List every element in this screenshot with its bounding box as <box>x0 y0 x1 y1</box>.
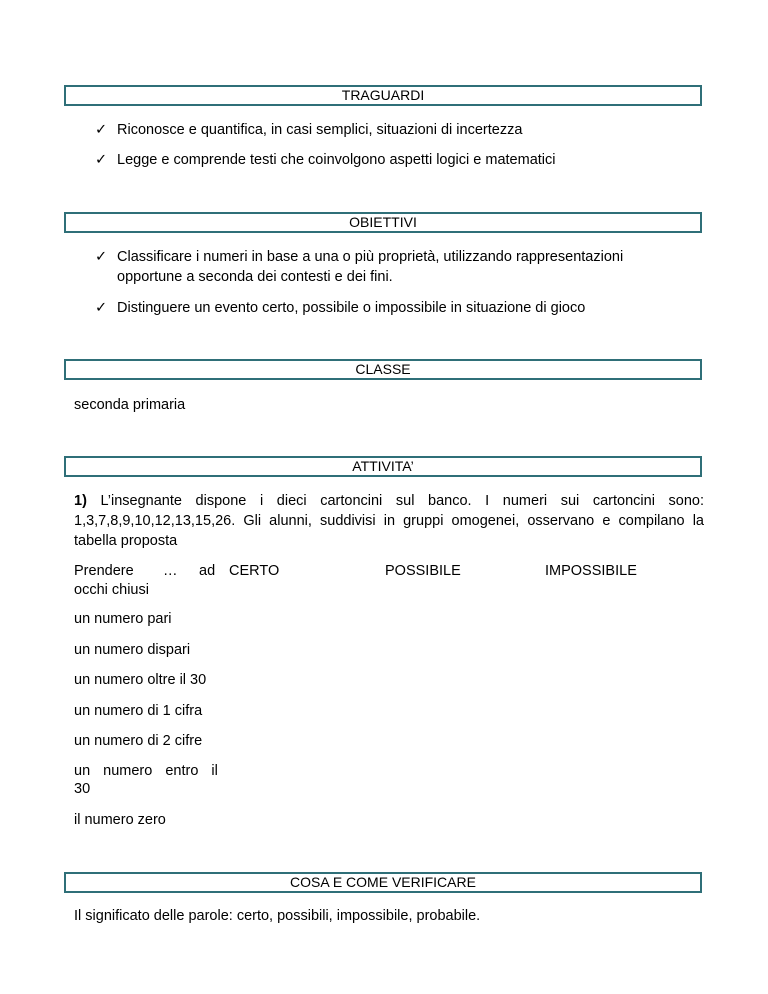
table-row: un numero di 2 cifre <box>74 733 203 749</box>
table-row: un numero dispari <box>74 642 191 658</box>
table-row: un numero pari <box>74 611 172 627</box>
traguardi-heading: TRAGUARDI <box>64 85 702 106</box>
verifica-text: Il significato delle parole: certo, possibili, impossibile, probabile. <box>74 908 481 924</box>
table-row: un numero entro il <box>74 763 218 779</box>
classe-text: seconda primaria <box>74 397 186 413</box>
checkmark-icon: ✓ <box>95 122 108 138</box>
attivita-paragraph <box>74 491 704 551</box>
table-row: il numero zero <box>74 812 166 828</box>
table-header-col1-word2: ad <box>199 563 216 579</box>
table-header-certo: CERTO <box>229 563 280 579</box>
verifica-heading: COSA E COME VERIFICARE <box>64 872 702 893</box>
traguardi-item-text: Legge e comprende testi che coinvolgono aspetti logici e matematici <box>117 152 556 168</box>
obiettivi-heading: OBIETTIVI <box>64 212 702 233</box>
table-header-impossibile: IMPOSSIBILE <box>545 563 637 579</box>
table-header-col1-ellipsis: … <box>163 563 178 579</box>
obiettivi-item-text: Classificare i numeri in base a una o più proprietà, utilizzando rappresentazioni opportune a seconda dei contesti e dei fini. <box>117 249 624 285</box>
activity-number: 1) <box>74 493 87 509</box>
checkmark-icon: ✓ <box>95 300 108 316</box>
obiettivi-item-text: Distinguere un evento certo, possibile o impossibile in situazione di gioco <box>117 300 586 316</box>
classe-heading: CLASSE <box>64 359 702 380</box>
activity-text: L’insegnante dispone i dieci cartoncini sul banco. I numeri sui cartoncini sono: 1,3,7,8,9,10,12,13,15,26. Gli alunni, suddivisi in gruppi omogenei, osservano e compilano la tabella proposta <box>74 493 704 549</box>
table-header-col1-word1: Prendere <box>74 563 134 579</box>
table-row: un numero oltre il 30 <box>74 672 207 688</box>
table-row: un numero di 1 cifra <box>74 703 203 719</box>
traguardi-item-text: Riconosce e quantifica, in casi semplici, situazioni di incertezza <box>117 122 523 138</box>
checkmark-icon: ✓ <box>95 152 108 168</box>
table-header-possibile: POSSIBILE <box>385 563 461 579</box>
checkmark-icon: ✓ <box>95 249 108 265</box>
table-header-col1-line2: occhi chiusi <box>74 582 149 598</box>
attivita-heading: ATTIVITA’ <box>64 456 702 477</box>
table-row-continuation: 30 <box>74 781 91 797</box>
